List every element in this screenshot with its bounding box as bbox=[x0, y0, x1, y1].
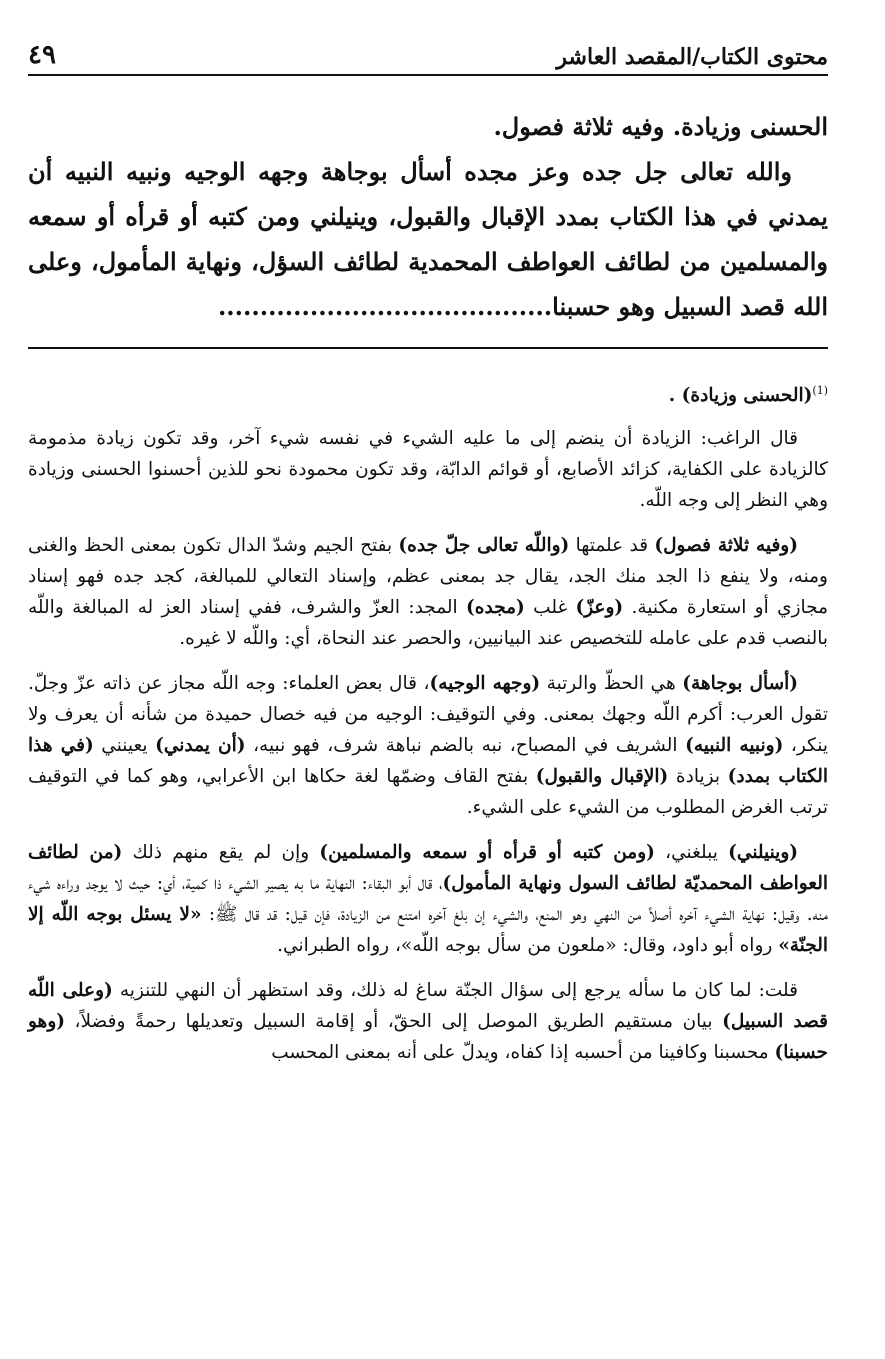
paragraph-text: بزيادة bbox=[668, 766, 728, 788]
paragraph-text: رواه أبو داود، وقال: «ملعون من سأل بوجه اللّه»، رواه الطبراني. bbox=[277, 935, 779, 957]
commentary-paragraph bbox=[28, 668, 828, 823]
quoted-phrase: (وعلى اللّه قصد السبيل) bbox=[28, 980, 828, 1033]
paragraph-text: قد علمتها bbox=[569, 535, 655, 557]
paragraph-text: قال الراغب: الزيادة أن ينضم إلى ما عليه الشيء في نفسه شيء آخر، وقد تكون زيادة مذمومة كالزيادة على الكفاية، كزائد الأصابع، أو قوائم الدابّة، وقد تكون محمودة نحو للذين أحسنوا الحسنى وزيادة وهي النظر إلى وجه اللّه. bbox=[28, 428, 828, 512]
divider-line bbox=[28, 347, 828, 349]
header-title: محتوى الكتاب/المقصد العاشر bbox=[556, 44, 828, 70]
main-text bbox=[28, 104, 828, 329]
quoted-phrase: (من لطائف العواطف المحمديّة لطائف السول ونهاية المأمول) bbox=[28, 842, 829, 895]
hadith-quote: «لا يسئل بوجه اللّه إلا الجنّة» bbox=[28, 904, 828, 957]
commentary-heading bbox=[28, 375, 828, 411]
ellipsis-dots: ........................................ bbox=[217, 292, 553, 321]
book-page bbox=[28, 30, 828, 1082]
paragraph-text: يبلغني، bbox=[654, 842, 729, 864]
quoted-phrase: (وهو حسبنا) bbox=[28, 1011, 828, 1064]
quoted-phrase: (ومن كتبه أو قرأه أو سمعه والمسلمين) bbox=[319, 842, 655, 864]
matn-line: الحسنى وزيادة. وفيه ثلاثة فصول. bbox=[493, 112, 828, 141]
quoted-phrase: (أن يمدني) bbox=[155, 735, 246, 757]
commentary bbox=[28, 375, 828, 1068]
commentary-paragraph bbox=[28, 837, 828, 961]
quoted-phrase: (واللّه تعالى جلّ جده) bbox=[398, 535, 570, 557]
quoted-phrase: (وعزّ) bbox=[575, 597, 624, 619]
quoted-phrase: (أسأل بوجاهة) bbox=[682, 673, 798, 695]
commentary-paragraph bbox=[28, 530, 828, 654]
quoted-phrase: (وجهه الوجيه) bbox=[429, 673, 541, 695]
footnote-marker: (1) bbox=[812, 384, 828, 397]
paragraph-text: المجد: العزّ والشرف، ففي إسناد العز له المبالغة واللّه بالنصب قدم على عامله للتخصيص عند البيانيين، والحصر عند النحاة، أي: واللّه لا غيره. bbox=[28, 597, 828, 650]
paragraph-text: بفتح القاف وضمّها لغة حكاها ابن الأعرابي، وهو كما في التوقيف ترتب الغرض المطلوب من الشيء على الشيء. bbox=[28, 766, 828, 819]
paragraph-text: بفتح الجيم وشدّ الدال تكون بمعنى الحظ والغنى ومنه، ولا ينفع ذا الجد منك الجد، يقال جد بمعنى عظم، وإسناد التعالي للمبالغة، كجد جده فهو إسناد مجازي أو استعارة مكنية. bbox=[28, 535, 829, 619]
matn-paragraph bbox=[28, 149, 828, 329]
paragraph-text: بيان مستقيم الطريق الموصل إلى الحقّ، أو إقامة السبيل وتعديلها رحمةً وفضلاً، bbox=[65, 1011, 723, 1033]
paragraph-text: يعينني bbox=[93, 735, 156, 757]
quoted-phrase: (في هذا الكتاب بمدد) bbox=[28, 735, 828, 788]
heading-text: (الحسنى وزيادة) . bbox=[668, 385, 813, 407]
paragraph-text: ، قال بعض العلماء: وجه اللّه مجاز عن ذاته عزّ وجلّ. تقول العرب: أكرم اللّه وجهك بمعنى. وفي التوقيف: الوجيه من فيه خصال حميدة من شأنه أن يعرف ولا ينكر، bbox=[28, 673, 828, 757]
quoted-phrase: (الإقبال والقبول) bbox=[535, 766, 669, 788]
paragraph-text: الشريف في المصباح، نبه بالضم نباهة شرف، فهو نبيه، bbox=[245, 735, 686, 757]
commentary-paragraph bbox=[28, 975, 828, 1068]
paragraph-text: محسبنا وكافينا من أحسبه إذا كفاه، ويدلّ على أنه بمعنى المحسب bbox=[271, 1042, 775, 1064]
paragraph-text: وإن لم يقع منهم ذلك bbox=[122, 842, 320, 864]
page-number: ٤٩ bbox=[28, 40, 56, 70]
paragraph-text: ، قال أبو البقاء: النهاية ما به يصير الشيء ذا كمية، أي: حيث لا يوجد وراءه شيء منه. وقيل: نهاية الشيء آخره أصلاً من النهي وهو المنع، والشيء إن بلغ آخره امتنع من الزيادة، فإن قيل: قد قال ﷺ: bbox=[28, 873, 828, 926]
running-header bbox=[28, 30, 828, 76]
quoted-phrase: (مجده) bbox=[466, 597, 525, 619]
quoted-phrase: (وفيه ثلاثة فصول) bbox=[654, 535, 798, 557]
paragraph-text: هي الحظّ والرتبة bbox=[540, 673, 683, 695]
commentary-paragraph bbox=[28, 423, 828, 516]
paragraph-text: قلت: لما كان ما سأله يرجع إلى سؤال الجنّة ساغ له ذلك، وقد استظهر أن النهي للتنزيه bbox=[112, 980, 798, 1002]
paragraph-text: غلب bbox=[524, 597, 576, 619]
matn-paragraph-text: والله تعالى جل جده وعز مجده أسأل بوجاهة وجهه الوجيه ونبيه النبيه أن يمدني في هذا الكتاب بمدد الإقبال والقبول، وينيلني ومن كتبه أو قرأه أو سمعه والمسلمين من لطائف العواطف المحمدية لطائف السؤل، ونهاية المأمول، وعلى الله قصد السبيل وهو حسبنا bbox=[28, 157, 828, 321]
quoted-phrase: (ونبيه النبيه) bbox=[685, 735, 784, 757]
quoted-phrase: (وينيلني) bbox=[728, 842, 799, 864]
